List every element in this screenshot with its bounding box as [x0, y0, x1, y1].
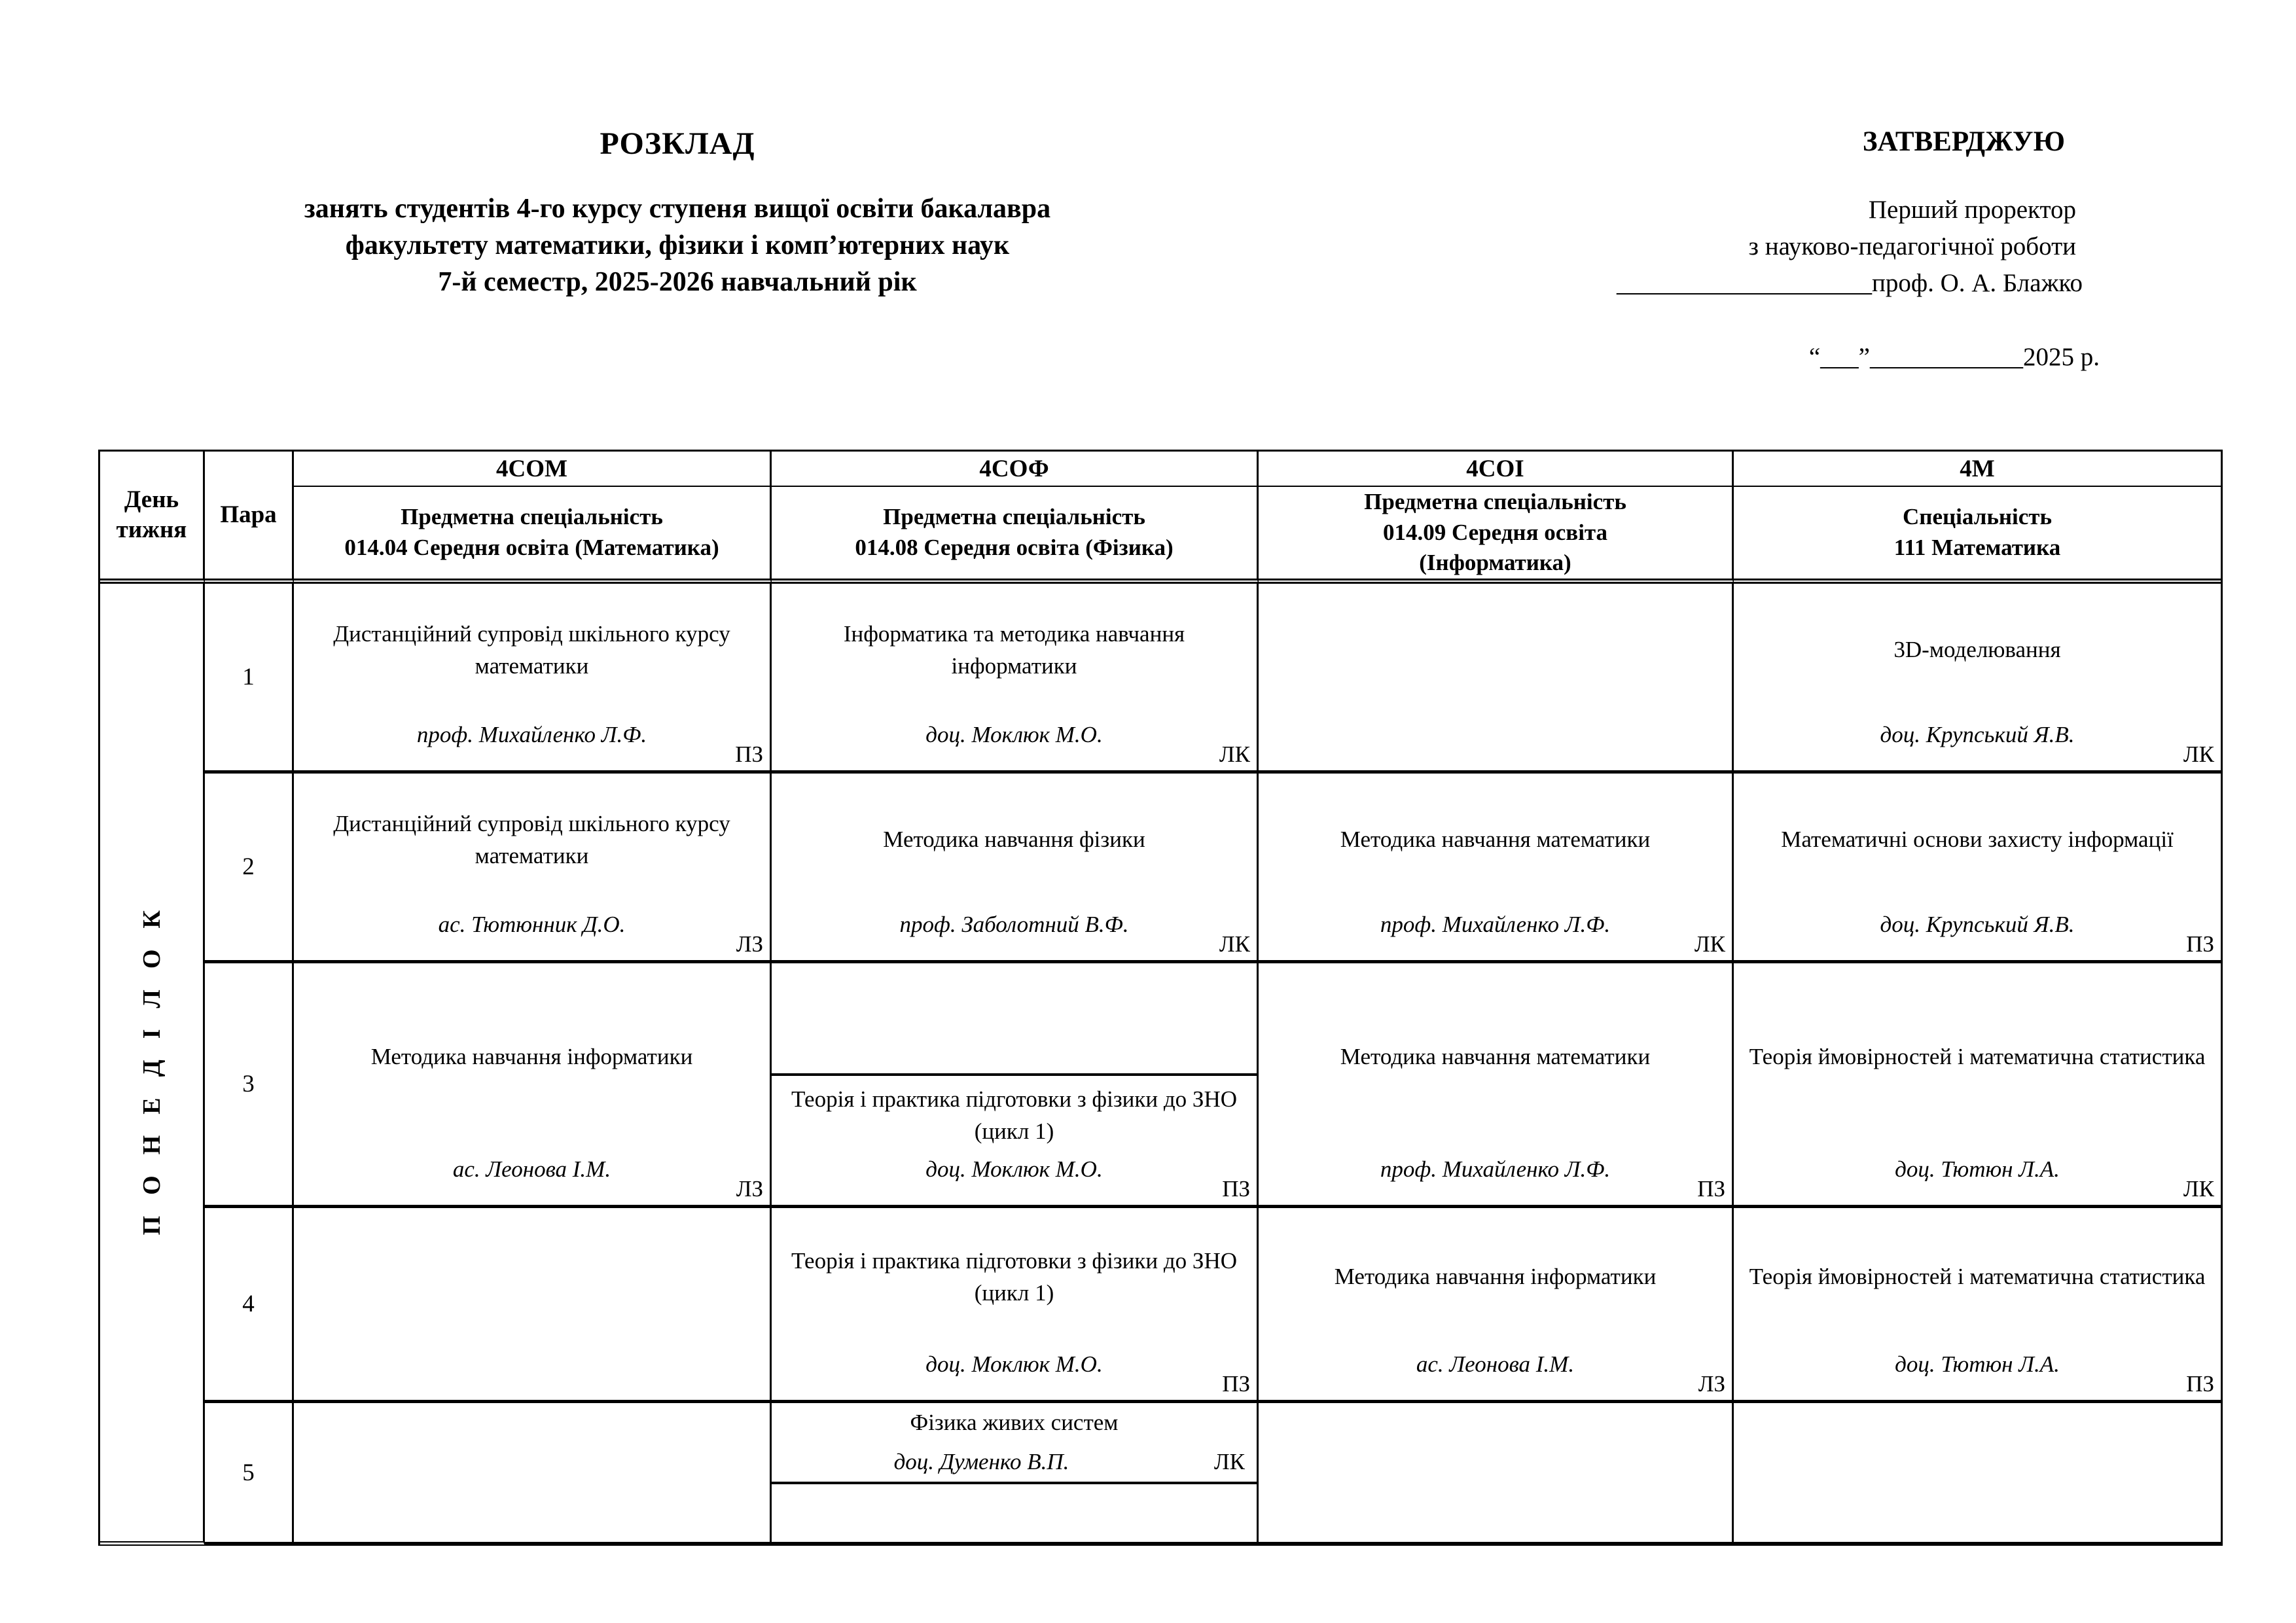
spec-line: Спеціальність [1903, 504, 2052, 530]
teacher: проф. Михайленко Л.Ф. [1380, 912, 1611, 937]
class-type: ЛК [1219, 741, 1250, 767]
subject: Дистанційний супровід шкільного курсу математики [333, 621, 730, 679]
spec-line: Предметна спеціальність [883, 504, 1145, 530]
header-group-4soi: 4СОІ [1259, 452, 1734, 487]
approval-block [1407, 126, 2101, 372]
subject: Методика навчання математики [1340, 827, 1651, 853]
teacher: доц. Думенко В.П. [893, 1449, 1069, 1474]
cell-mon-3-4sof-split [772, 963, 1259, 1208]
cell-mon-2-4m [1734, 774, 2221, 963]
teacher: проф. Михайленко Л.Ф. [1380, 1156, 1611, 1182]
pair-number-2: 2 [205, 774, 294, 963]
header-spec-4m [1734, 487, 2221, 584]
cell-mon-5-4sof-split [772, 1403, 1259, 1546]
cell-mon-2-4som [294, 774, 772, 963]
cell-mon-5-4soi [1259, 1403, 1734, 1546]
header-spec-4som [294, 487, 772, 584]
cell-mon-5-4som [294, 1403, 772, 1546]
spec-line: Предметна спеціальність [1364, 488, 1626, 514]
cell-mon-2-4soi [1259, 774, 1734, 963]
cell-mon-1-4som [294, 584, 772, 774]
subject: Методика навчання інформатики [370, 1044, 693, 1070]
teacher: доц. Тютюн Л.А. [1895, 1156, 2060, 1182]
class-type: ПЗ [1697, 1176, 1725, 1202]
teacher: доц. Крупський Я.В. [1880, 722, 2075, 747]
cell-mon-3-4soi [1259, 963, 1734, 1208]
spec-line: 014.08 Середня освіта (Фізика) [855, 535, 1174, 560]
subject: Математичні основи захисту інформації [1781, 827, 2174, 853]
day-cell-monday [100, 584, 205, 1546]
subject: Теорія і практика підготовки з фізики до ЗНО (цикл 1) [791, 1086, 1237, 1144]
header-spec-4sof [772, 487, 1259, 584]
spec-line: 014.04 Середня освіта (Математика) [344, 535, 719, 560]
teacher: ас. Тютюнник Д.О. [438, 912, 626, 937]
teacher: проф. Михайленко Л.Ф. [416, 722, 647, 747]
class-type: ПЗ [2186, 931, 2214, 957]
cell-mon-1-4m [1734, 584, 2221, 774]
subject: Теорія ймовірностей і математична статистика [1749, 1044, 2206, 1070]
pair-number-4: 4 [205, 1208, 294, 1403]
document-title-block [203, 126, 1152, 300]
class-type: ЛК [1219, 931, 1250, 957]
subject: Інформатика та методика навчання інформатики [843, 621, 1185, 679]
schedule-table [98, 450, 2223, 1546]
approval-signature-line: ____________________проф. О. А. Блажко [1616, 269, 2083, 297]
document-subtitle-line-3: 7-й семестр, 2025-2026 навчальний рік [438, 267, 917, 297]
subject: Теорія ймовірностей і математична статистика [1749, 1264, 2206, 1290]
subject: Дистанційний супровід шкільного курсу математики [333, 811, 730, 868]
header-pair: Пара [205, 452, 294, 584]
document-subtitle-line-2: факультету математики, фізики і комп’ютерних наук [345, 230, 1010, 260]
cell-mon-4-4sof [772, 1208, 1259, 1403]
header-group-4sof: 4СОФ [772, 452, 1259, 487]
subject: Методика навчання інформатики [1334, 1264, 1657, 1290]
class-type: ЛК [1694, 931, 1725, 957]
class-type: ЛК [2183, 1176, 2214, 1202]
class-type: ПЗ [735, 741, 763, 767]
cell-mon-4-4soi [1259, 1208, 1734, 1403]
teacher: доц. Моклюк М.О. [925, 1156, 1103, 1182]
class-type: ЛК [2183, 741, 2214, 767]
subject [1259, 584, 1732, 713]
class-type: ЛЗ [736, 1176, 763, 1202]
cell-mon-2-4sof [772, 774, 1259, 963]
day-label: ПОНЕДІЛОК [137, 889, 166, 1236]
teacher: ас. Леонова І.М. [452, 1156, 611, 1182]
spec-line: (Інформатика) [1419, 550, 1571, 576]
spec-line: 014.09 Середня освіта [1382, 519, 1608, 545]
class-type: ПЗ [1222, 1371, 1250, 1397]
teacher: доц. Тютюн Л.А. [1895, 1351, 2060, 1377]
approval-date-line: “___”____________2025 р. [1808, 343, 2100, 371]
subject [1259, 1403, 1732, 1484]
subject: Теорія і практика підготовки з фізики до ЗНО (цикл 1) [791, 1248, 1237, 1306]
cell-mon-1-4soi [1259, 584, 1734, 774]
cell-mon-4-4som [294, 1208, 772, 1403]
spec-line: Предметна спеціальність [401, 504, 663, 530]
class-type: ПЗ [2186, 1371, 2214, 1397]
class-type: ЛЗ [736, 931, 763, 957]
header-day-of-week: День тижня [100, 452, 205, 584]
teacher: ас. Леонова І.М. [1416, 1351, 1575, 1377]
pair-number-1: 1 [205, 584, 294, 774]
subject: Методика навчання фізики [883, 827, 1145, 853]
spec-line: 111 Математика [1893, 535, 2061, 560]
subject [1734, 1403, 2221, 1484]
class-type: ПЗ [1222, 1176, 1250, 1202]
pair-number-5: 5 [205, 1403, 294, 1546]
cell-mon-3-4som [294, 963, 772, 1208]
header-group-4m: 4М [1734, 452, 2221, 487]
subject: Фізика живих систем [910, 1410, 1119, 1435]
teacher: доц. Моклюк М.О. [925, 722, 1103, 747]
approval-role-line-2: з науково-педагогічної роботи [1748, 232, 2076, 260]
class-type: ЛК [1213, 1449, 1245, 1474]
teacher: доц. Крупський Я.В. [1880, 912, 2075, 937]
subject: Методика навчання математики [1340, 1044, 1651, 1070]
subject: 3D-моделювання [1893, 637, 2061, 663]
subject [294, 1403, 770, 1484]
split-empty-half [772, 1484, 1257, 1542]
header-spec-4soi [1259, 487, 1734, 584]
split-class-half [772, 1403, 1257, 1484]
header-group-4som: 4СОМ [294, 452, 772, 487]
cell-mon-3-4m [1734, 963, 2221, 1208]
pair-number-3: 3 [205, 963, 294, 1208]
class-type: ЛЗ [1698, 1371, 1725, 1397]
document-subtitle-line-1: занять студентів 4-го курсу ступеня вищої освіти бакалавра [304, 194, 1051, 224]
split-empty-half [772, 963, 1257, 1076]
approval-heading: ЗАТВЕРДЖУЮ [1862, 126, 2065, 157]
split-class-half [772, 1076, 1257, 1205]
approval-role-line-1: Перший проректор [1868, 196, 2076, 224]
document-title: РОЗКЛАД [600, 126, 755, 161]
cell-mon-5-4m [1734, 1403, 2221, 1546]
teacher: доц. Моклюк М.О. [925, 1351, 1103, 1377]
cell-mon-1-4sof [772, 584, 1259, 774]
subject [294, 1208, 770, 1342]
cell-mon-4-4m [1734, 1208, 2221, 1403]
teacher: проф. Заболотний В.Ф. [899, 912, 1129, 937]
